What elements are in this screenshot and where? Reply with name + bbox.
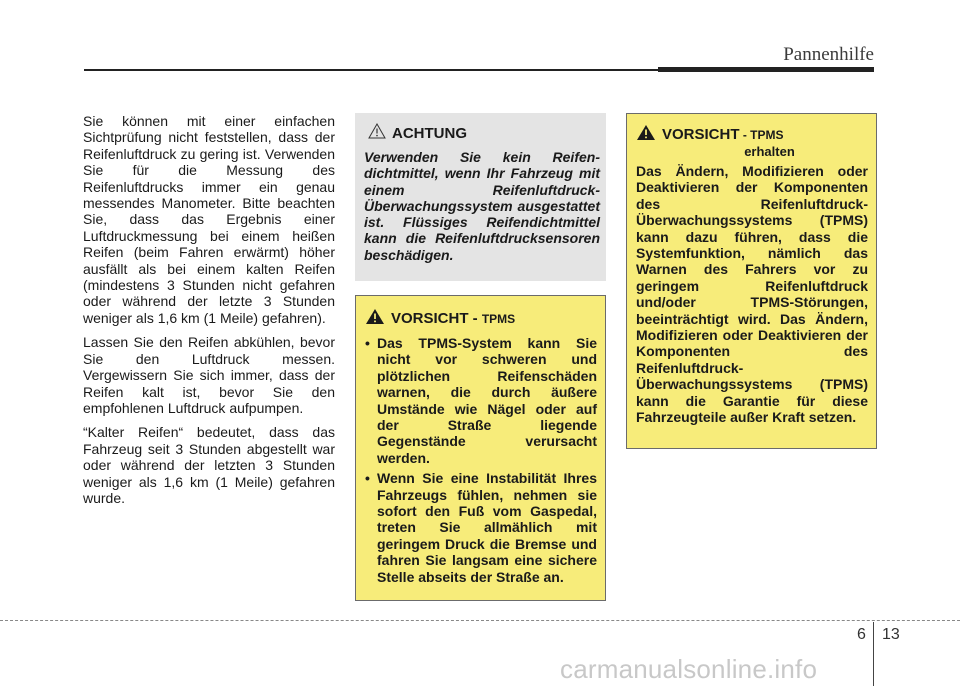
paragraph: Sie können mit einer einfachen Sichtprüfung nicht feststellen, dass der Reifenluftdruck zu gering ist. Verwenden Sie für die Messung des Reifenluftdrucks immer ein genau messendes Manometer. Bitte beachten Sie, dass das Ergebnis einer Luftdruckmessung bei einem heißen Reifen (beim Fahren erwärmt) höher ausfällt als bei einem kalten Reifen (mindestens 3 Stunden nicht gefahren oder während der letzte 3 Stunden weniger als 1,6 km (1 Meile) gefahren). xyxy=(83,113,335,326)
vorsicht-tpms-erhalten-box xyxy=(626,113,877,449)
achtung-box xyxy=(355,113,606,281)
vorsicht2-subtitle2: erhalten xyxy=(744,144,795,159)
warning-filled-icon xyxy=(365,308,385,329)
chapter-number: 6 xyxy=(857,626,866,643)
watermark: carmanualsonline.info xyxy=(560,654,818,684)
paragraph: Lassen Sie den Reifen abkühlen, bevor Sie den Luftdruck messen. Vergewissern Sie sich immer, dass der Reifen kalt ist, bevor Sie den empfohlenen Luftdruck aufpumpen. xyxy=(83,334,335,416)
achtung-text: Verwenden Sie kein Reifen-dichtmittel, wenn Ihr Fahrzeug mit einem Reifenluftdruck-Überwachungssystem ausgestattet ist. Flüssiges Reifendichtmittel kann die Reifenluftdrucksensoren beschädigen. xyxy=(364,149,600,263)
list-item: • Das TPMS-System kann Sie nicht vor schweren und plötzlichen Reifenschäden warnen, die durch äußere Umstände wie Nägel oder auf der Straße liegende Gegenstände verursacht werden. xyxy=(365,335,597,466)
page-header-title: Pannenhilfe xyxy=(783,44,874,65)
header-rule-accent xyxy=(658,67,874,72)
warning-filled-icon xyxy=(636,124,656,145)
warning-outline-icon xyxy=(368,123,386,143)
vorsicht-bullet-list xyxy=(365,335,597,585)
vorsicht2-subtitle: - TPMS xyxy=(739,128,784,142)
list-item: • Wenn Sie eine Instabilität Ihres Fahrzeugs fühlen, nehmen sie sofort den Fuß vom Gaspedal, treten Sie allmählich mit geringem Druck die Bremse und fahren Sie langsam eine sichere Stelle abseits der Straße an. xyxy=(365,470,597,585)
achtung-title: ACHTUNG xyxy=(392,124,467,142)
vorsicht2-title: VORSICHT xyxy=(662,126,740,143)
vorsicht-title: VORSICHT - xyxy=(391,310,482,327)
vorsicht2-title-row xyxy=(636,124,868,145)
page-separator xyxy=(873,622,874,686)
footer-rule xyxy=(0,620,960,621)
paragraph: “Kalter Reifen“ bedeutet, dass das Fahrzeug seit 3 Stunden abgestellt war oder während der letzten 3 Stunden weniger als 1,6 km (1 Meile) gefahren wurde. xyxy=(83,424,335,506)
vorsicht2-text: Das Ändern, Modifizieren oder Deaktivieren der Komponenten des Reifenluftdruck-Überwachungssystems (TPMS) kann dazu führen, dass die Systemfunktion, nämlich das Warnen des Fahrers vor zu geringem Reifenluftdruck und/oder TPMS-Störungen, beeinträchtigt wird. Das Ändern, Modifizieren oder Deaktivieren der Komponenten des Reifenluftdruck-Überwachungssystems (TPMS) kann die Garantie für diese Fahrzeugteile außer Kraft setzen. xyxy=(636,163,868,426)
page-number: 13 xyxy=(882,626,900,643)
achtung-title-row xyxy=(368,123,600,143)
vorsicht-subtitle: TPMS xyxy=(481,312,516,326)
body-column xyxy=(83,113,335,514)
vorsicht-tpms-box xyxy=(355,295,606,601)
vorsicht-title-row xyxy=(365,308,597,329)
